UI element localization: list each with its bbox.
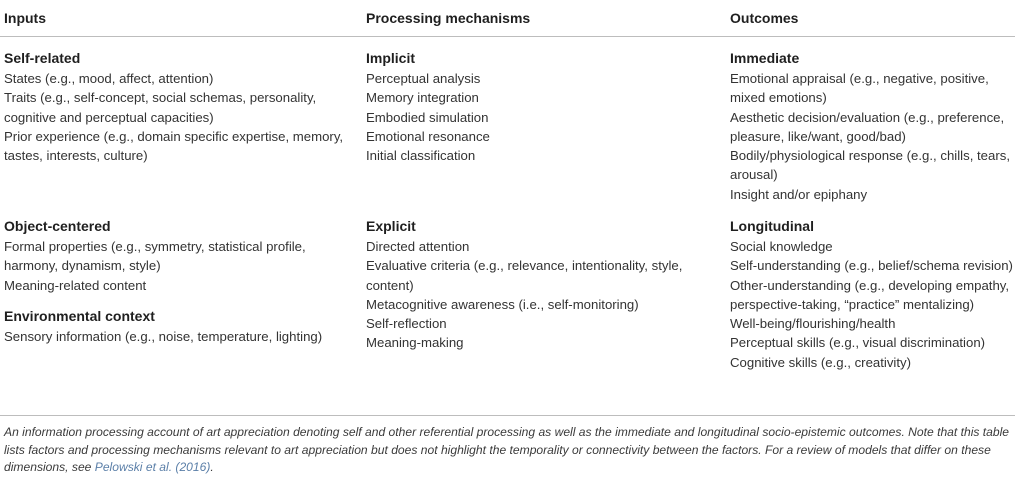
group-title: Longitudinal bbox=[730, 218, 814, 234]
header-inputs: Inputs bbox=[4, 10, 46, 26]
header-processing: Processing mechanisms bbox=[366, 10, 531, 26]
list-item: Emotional resonance bbox=[366, 128, 490, 144]
list-item: Cognitive skills (e.g., creativity) bbox=[730, 354, 912, 370]
immediate-group bbox=[730, 48, 1013, 204]
self-related-group bbox=[4, 48, 349, 165]
caption-end: . bbox=[210, 460, 214, 474]
list-item: Self-understanding (e.g., belief/schema revision) bbox=[730, 258, 1013, 274]
outcomes-column bbox=[730, 48, 1013, 370]
list-item: Meaning-related content bbox=[4, 277, 147, 293]
list-item: Meaning-making bbox=[366, 335, 464, 351]
table-header-row bbox=[0, 0, 1015, 37]
implicit-group bbox=[366, 48, 716, 165]
list-item: Prior experience (e.g., domain specific expertise, memory, tastes, interests, culture) bbox=[4, 128, 344, 164]
explicit-group bbox=[366, 216, 716, 353]
inputs-column bbox=[4, 48, 349, 344]
list-item: Metacognitive awareness (i.e., self-monitoring) bbox=[366, 296, 639, 312]
group-title: Environmental context bbox=[4, 308, 155, 324]
object-centered-group bbox=[4, 216, 349, 295]
list-item: Bodily/physiological response (e.g., chills, tears, arousal) bbox=[730, 148, 1011, 183]
caption-text: An information processing account of art appreciation denoting self and other referential processing as well as the immediate and longitudinal socio-epistemic outcomes. Note that this table lists factors and processing mechanisms relevant to art appreciation but does not highlight the temporality or connectivity between the factors. For a review of models that differ on these dimensions, see bbox=[4, 425, 1010, 474]
list-item: Perceptual skills (e.g., visual discrimination) bbox=[730, 335, 986, 351]
list-item: Well-being/flourishing/health bbox=[730, 316, 896, 332]
list-item: Embodied simulation bbox=[366, 109, 489, 125]
list-item: Social knowledge bbox=[730, 239, 833, 254]
group-title: Explicit bbox=[366, 218, 416, 234]
table-caption bbox=[4, 424, 1009, 477]
environmental-context-group bbox=[4, 306, 349, 346]
group-title: Object-centered bbox=[4, 218, 111, 234]
list-item: Perceptual analysis bbox=[366, 71, 481, 86]
table-bottom-rule bbox=[0, 415, 1015, 416]
list-item: Insight and/or epiphany bbox=[730, 186, 868, 202]
list-item: Formal properties (e.g., symmetry, statistical profile, harmony, dynamism, style) bbox=[4, 239, 306, 274]
list-item: Aesthetic decision/evaluation (e.g., preference, pleasure, like/want, good/bad) bbox=[730, 109, 1005, 144]
citation-link[interactable]: Pelowski et al. (2016) bbox=[94, 460, 211, 474]
list-item: Directed attention bbox=[366, 239, 470, 254]
list-item: Memory integration bbox=[366, 90, 479, 106]
list-item: Traits (e.g., self-concept, social schemas, personality, cognitive and perceptual capacities) bbox=[4, 90, 317, 125]
list-item: Other-understanding (e.g., developing empathy, perspective-taking, “practice” mentalizing) bbox=[730, 277, 1010, 312]
longitudinal-group bbox=[730, 216, 1013, 372]
list-item: Initial classification bbox=[366, 148, 476, 164]
group-title: Self-related bbox=[4, 50, 81, 66]
header-outcomes: Outcomes bbox=[730, 10, 799, 26]
list-item: Emotional appraisal (e.g., negative, positive, mixed emotions) bbox=[730, 71, 989, 106]
list-item: Evaluative criteria (e.g., relevance, intentionality, style, content) bbox=[366, 258, 683, 293]
list-item: States (e.g., mood, affect, attention) bbox=[4, 71, 214, 86]
list-item: Sensory information (e.g., noise, temperature, lighting) bbox=[4, 329, 323, 344]
group-title: Immediate bbox=[730, 50, 800, 66]
list-item: Self-reflection bbox=[366, 316, 447, 332]
processing-column bbox=[366, 48, 716, 351]
group-title: Implicit bbox=[366, 50, 416, 66]
